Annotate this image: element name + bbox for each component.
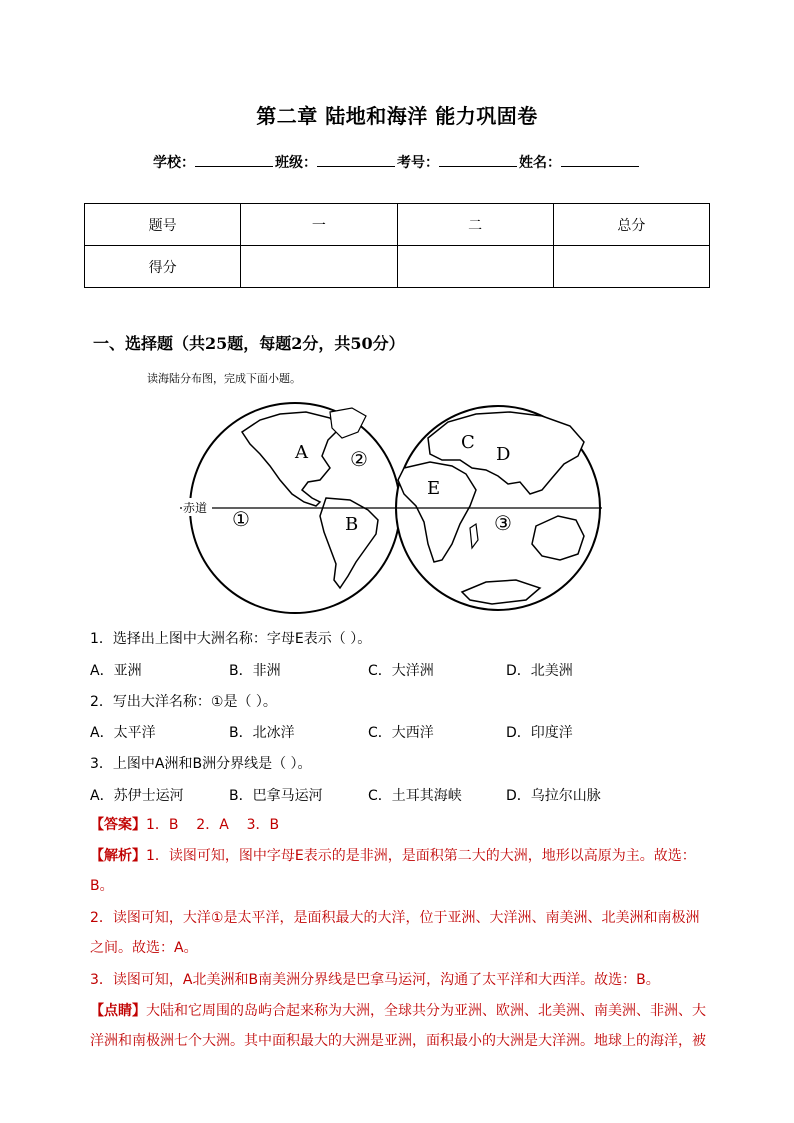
class-label: 班级：: [275, 155, 317, 171]
question-3-option-b[interactable]: B．巴拿马运河: [229, 788, 323, 804]
question-3-option-a[interactable]: A．苏伊士运河: [90, 788, 184, 804]
map-instruction: 读海陆分布图，完成下面小题。: [147, 372, 301, 385]
name-label: 姓名：: [519, 155, 561, 171]
score-table: [84, 203, 710, 288]
analysis-label: 【解析】: [90, 848, 146, 864]
score-table-score-row: [85, 246, 710, 288]
answer-label: 【答案】: [90, 817, 146, 833]
name-blank[interactable]: [561, 152, 639, 167]
question-1-option-a[interactable]: A．亚洲: [90, 663, 142, 679]
score-header-cell: 总分: [553, 204, 709, 246]
school-blank[interactable]: [195, 152, 273, 167]
question-2-option-d[interactable]: D．印度洋: [506, 725, 573, 741]
score-row-label: 得分: [85, 246, 241, 288]
score-cell[interactable]: [397, 246, 553, 288]
continent-letter-c: C: [461, 432, 475, 453]
continent-letter-d: D: [496, 444, 511, 465]
question-2-stem: 2．写出大洋名称：①是（ ）。: [90, 694, 277, 710]
score-header-cell: 二: [397, 204, 553, 246]
answer-text: 1．B 2．A 3．B: [146, 817, 280, 833]
ocean-number-2: ②: [350, 447, 368, 471]
answer-block: [90, 810, 710, 840]
question-1-stem: 1．选择出上图中大洲名称：字母E表示（ ）。: [90, 631, 372, 647]
score-table-header-row: [85, 204, 710, 246]
question-3-option-d[interactable]: D．乌拉尔山脉: [506, 788, 601, 804]
continent-letter-b: B: [345, 514, 359, 535]
ocean-number-3: ③: [494, 511, 512, 535]
school-label: 学校：: [153, 155, 195, 171]
exam-no-label: 考号：: [397, 155, 439, 171]
analysis-paragraph-2: 2．读图可知，大洋①是太平洋，是面积最大的大洋，位于亚洲、大洋洲、南美洲、北美洲和南极洲之间。故选：A。: [90, 910, 700, 956]
tip-paragraph: [90, 996, 710, 1056]
analysis-paragraph-1: [90, 841, 710, 901]
question-2-option-c[interactable]: C．大西洋: [368, 725, 434, 741]
continent-letter-a: A: [295, 442, 308, 463]
continent-letter-e: E: [427, 478, 441, 499]
world-map-figure: [180, 398, 610, 618]
tip-text: 大陆和它周围的岛屿合起来称为大洲，全球共分为亚洲、欧洲、北美洲、南美洲、非洲、大洋洲和南极洲七个大洲。其中面积最大的大洲是亚洲，面积最小的大洲是大洋洲。地球上的海洋，被: [90, 1003, 706, 1049]
score-cell[interactable]: [553, 246, 709, 288]
ocean-number-1: ①: [232, 507, 250, 531]
analysis-paragraph-3: 3．读图可知，A北美洲和B南美洲分界线是巴拿马运河，沟通了太平洋和大西洋。故选：B。: [90, 972, 660, 988]
question-2-option-b[interactable]: B．北冰洋: [229, 725, 295, 741]
analysis-text-1: 1．读图可知，图中字母E表示的是非洲，是面积第二大的大洲，地形以高原为主。故选：B。: [90, 848, 696, 894]
equator-label: 赤道: [183, 501, 208, 515]
question-2-option-a[interactable]: A．太平洋: [90, 725, 156, 741]
score-cell[interactable]: [241, 246, 397, 288]
student-info-line: [0, 152, 794, 172]
question-1-option-c[interactable]: C．大洋洲: [368, 663, 434, 679]
class-blank[interactable]: [317, 152, 395, 167]
question-3-stem: 3．上图中A洲和B洲分界线是（ ）。: [90, 756, 312, 772]
question-1-option-d[interactable]: D．北美洲: [506, 663, 573, 679]
exam-no-blank[interactable]: [439, 152, 517, 167]
page-title: 第二章 陆地和海洋 能力巩固卷: [256, 104, 538, 128]
tip-label: 【点睛】: [90, 1003, 146, 1019]
score-header-cell: 一: [241, 204, 397, 246]
score-header-cell: 题号: [85, 204, 241, 246]
question-1-option-b[interactable]: B．非洲: [229, 663, 281, 679]
question-3-option-c[interactable]: C．土耳其海峡: [368, 788, 462, 804]
section-heading: 一、选择题（共25题，每题2分，共50分）: [93, 334, 405, 353]
